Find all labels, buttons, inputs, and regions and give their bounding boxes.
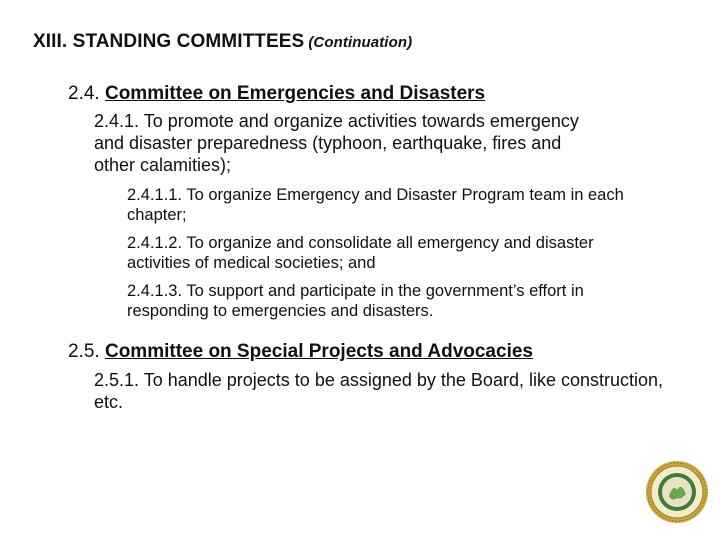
title-suffix: (Continuation) [308,34,413,51]
subitem-2-4-1-2: 2.4.1.2. To organize and consolidate all emergency and disaster activities of medical societies; and [127,234,594,272]
title-main: XIII. STANDING COMMITTEES [33,31,305,52]
item-2-5-1: 2.5.1. To handle projects to be assigned by the Board, like construction, etc. [94,370,664,412]
section-title: Committee on Emergencies and Disasters [104,83,486,104]
section-heading-2-5 [68,340,533,364]
section-number: 2.5. [68,341,100,362]
organization-seal-logo [645,460,709,524]
slide-title [33,31,412,53]
section-number: 2.4. [68,83,100,104]
section-title: Committee on Special Projects and Advocacies [104,341,533,362]
subitem-2-4-1-1: 2.4.1.1. To organize Emergency and Disaster Program team in each chapter; [127,186,624,224]
subitem-2-4-1-3: 2.4.1.3. To support and participate in the government’s effort in responding to emergencies and disasters. [127,282,584,320]
section-heading-2-4 [68,82,485,106]
item-2-4-1: 2.4.1. To promote and organize activities towards emergency and disaster preparedness (typhoon, earthquake, fires and other calamities); [94,111,579,175]
